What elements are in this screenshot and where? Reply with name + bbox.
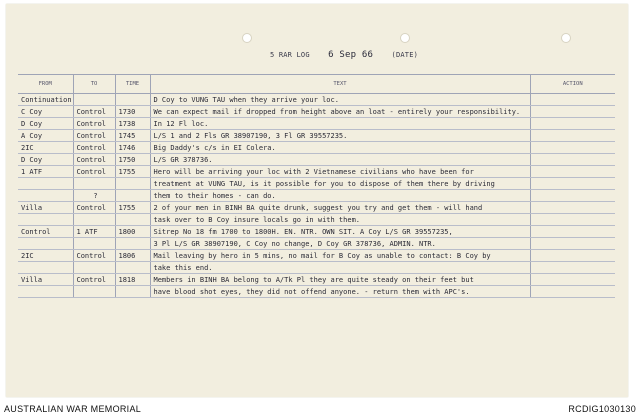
cell-action — [530, 226, 615, 238]
cell-from — [18, 178, 73, 190]
cell-from: Villa — [18, 274, 73, 286]
cell-to — [73, 94, 115, 106]
cell-from: 2IC — [18, 142, 73, 154]
table-row — [18, 154, 615, 166]
cell-action — [530, 262, 615, 274]
cell-text: Hero will be arriving your loc with 2 Vietnamese civilians who have been for — [150, 166, 530, 178]
cell-text: L/S 1 and 2 Fls GR 38907190, 3 Fl GR 39557235. — [150, 130, 530, 142]
cell-action — [530, 286, 615, 298]
cell-time: 1738 — [115, 118, 150, 130]
cell-time: 1755 — [115, 166, 150, 178]
cell-action — [530, 130, 615, 142]
header-row — [18, 75, 615, 94]
cell-to — [73, 286, 115, 298]
cell-text: Sitrep No 18 fm 1700 to 1800H. EN. NTR. OWN SIT. A Coy L/S GR 39557235, — [150, 226, 530, 238]
footer-credit: AUSTRALIAN WAR MEMORIAL — [4, 404, 142, 414]
table-row — [18, 238, 615, 250]
cell-time: 1755 — [115, 202, 150, 214]
col-time: TIME — [115, 75, 150, 94]
table-row — [18, 274, 615, 286]
col-action: ACTION — [530, 75, 615, 94]
cell-from: D Coy — [18, 118, 73, 130]
table-row — [18, 214, 615, 226]
log-date: 6 Sep 66 — [328, 50, 374, 60]
table-row — [18, 202, 615, 214]
table-row — [18, 250, 615, 262]
punch-hole — [561, 33, 571, 43]
cell-from — [18, 238, 73, 250]
cell-text: Mail leaving by hero in 5 mins, no mail for B Coy as unable to contact: B Coy by — [150, 250, 530, 262]
cell-action — [530, 94, 615, 106]
cell-text: treatment at VUNG TAU, is it possible for you to dispose of them there by driving — [150, 178, 530, 190]
cell-text: 2 of your men in BINH BA quite drunk, suggest you try and get them - will hand — [150, 202, 530, 214]
cell-action — [530, 214, 615, 226]
cell-action — [530, 238, 615, 250]
cell-time — [115, 94, 150, 106]
cell-to: Control — [73, 166, 115, 178]
cell-to: Control — [73, 250, 115, 262]
punch-hole — [400, 33, 410, 43]
cell-time — [115, 214, 150, 226]
cell-text: Members in BINH BA belong to A/Tk Pl they are quite steady on their feet but — [150, 274, 530, 286]
table-row — [18, 166, 615, 178]
cell-from: D Coy — [18, 154, 73, 166]
cell-text: 3 Pl L/S GR 38907190, C Coy no change, D Coy GR 378736, ADMIN. NTR. — [150, 238, 530, 250]
table-row — [18, 142, 615, 154]
cell-from: C Coy — [18, 106, 73, 118]
cell-from — [18, 262, 73, 274]
table-row — [18, 178, 615, 190]
table-row — [18, 286, 615, 298]
cell-to: Control — [73, 142, 115, 154]
cell-action — [530, 202, 615, 214]
cell-to: Control — [73, 130, 115, 142]
cell-time: 1818 — [115, 274, 150, 286]
table-row — [18, 130, 615, 142]
cell-text: take this end. — [150, 262, 530, 274]
cell-to — [73, 238, 115, 250]
cell-to — [73, 262, 115, 274]
cell-action — [530, 274, 615, 286]
col-from: FROM — [18, 75, 73, 94]
cell-from: A Coy — [18, 130, 73, 142]
cell-time — [115, 238, 150, 250]
cell-text: We can expect mail if dropped from height above an loat - entirely your responsibility. — [150, 106, 530, 118]
cell-from: 2IC — [18, 250, 73, 262]
footer-id: RCDIG1030130 — [568, 404, 636, 414]
cell-action — [530, 106, 615, 118]
cell-time: 1745 — [115, 130, 150, 142]
table-row — [18, 106, 615, 118]
cell-text: them to their homes - can do. — [150, 190, 530, 202]
cell-to: Control — [73, 154, 115, 166]
cell-text: In 12 Fl loc. — [150, 118, 530, 130]
cell-to — [73, 214, 115, 226]
cell-time — [115, 286, 150, 298]
cell-action — [530, 250, 615, 262]
punch-hole — [242, 33, 252, 43]
cell-to: Control — [73, 106, 115, 118]
cell-action — [530, 118, 615, 130]
table-row — [18, 94, 615, 106]
cell-time — [115, 262, 150, 274]
log-header — [270, 50, 432, 60]
cell-from: Continuation — [18, 94, 73, 106]
cell-time: 1746 — [115, 142, 150, 154]
cell-action — [530, 142, 615, 154]
cell-to: ? — [73, 190, 115, 202]
cell-to: Control — [73, 202, 115, 214]
cell-action — [530, 178, 615, 190]
cell-action — [530, 190, 615, 202]
cell-action — [530, 166, 615, 178]
col-to: TO — [73, 75, 115, 94]
table-row — [18, 190, 615, 202]
cell-from: 1 ATF — [18, 166, 73, 178]
cell-from: Control — [18, 226, 73, 238]
cell-time: 1730 — [115, 106, 150, 118]
cell-time — [115, 178, 150, 190]
table-row — [18, 118, 615, 130]
cell-text: task over to B Coy insure locals go in with them. — [150, 214, 530, 226]
cell-text: D Coy to VUNG TAU when they arrive your loc. — [150, 94, 530, 106]
cell-time: 1800 — [115, 226, 150, 238]
table-row — [18, 226, 615, 238]
cell-time — [115, 190, 150, 202]
col-text: TEXT — [150, 75, 530, 94]
cell-from — [18, 190, 73, 202]
date-label: (DATE) — [391, 51, 419, 59]
cell-time: 1750 — [115, 154, 150, 166]
cell-text: Big Daddy's c/s in EI Colera. — [150, 142, 530, 154]
cell-time: 1806 — [115, 250, 150, 262]
log-name: 5 RAR LOG — [270, 51, 310, 59]
cell-to: 1 ATF — [73, 226, 115, 238]
cell-from: Villa — [18, 202, 73, 214]
cell-text: L/S GR 378736. — [150, 154, 530, 166]
cell-to: Control — [73, 118, 115, 130]
log-table — [18, 74, 615, 298]
cell-text: have blood shot eyes, they did not offend anyone. - return them with APC's. — [150, 286, 530, 298]
cell-from — [18, 286, 73, 298]
cell-to: Control — [73, 274, 115, 286]
cell-from — [18, 214, 73, 226]
cell-action — [530, 154, 615, 166]
cell-to — [73, 178, 115, 190]
table-row — [18, 262, 615, 274]
